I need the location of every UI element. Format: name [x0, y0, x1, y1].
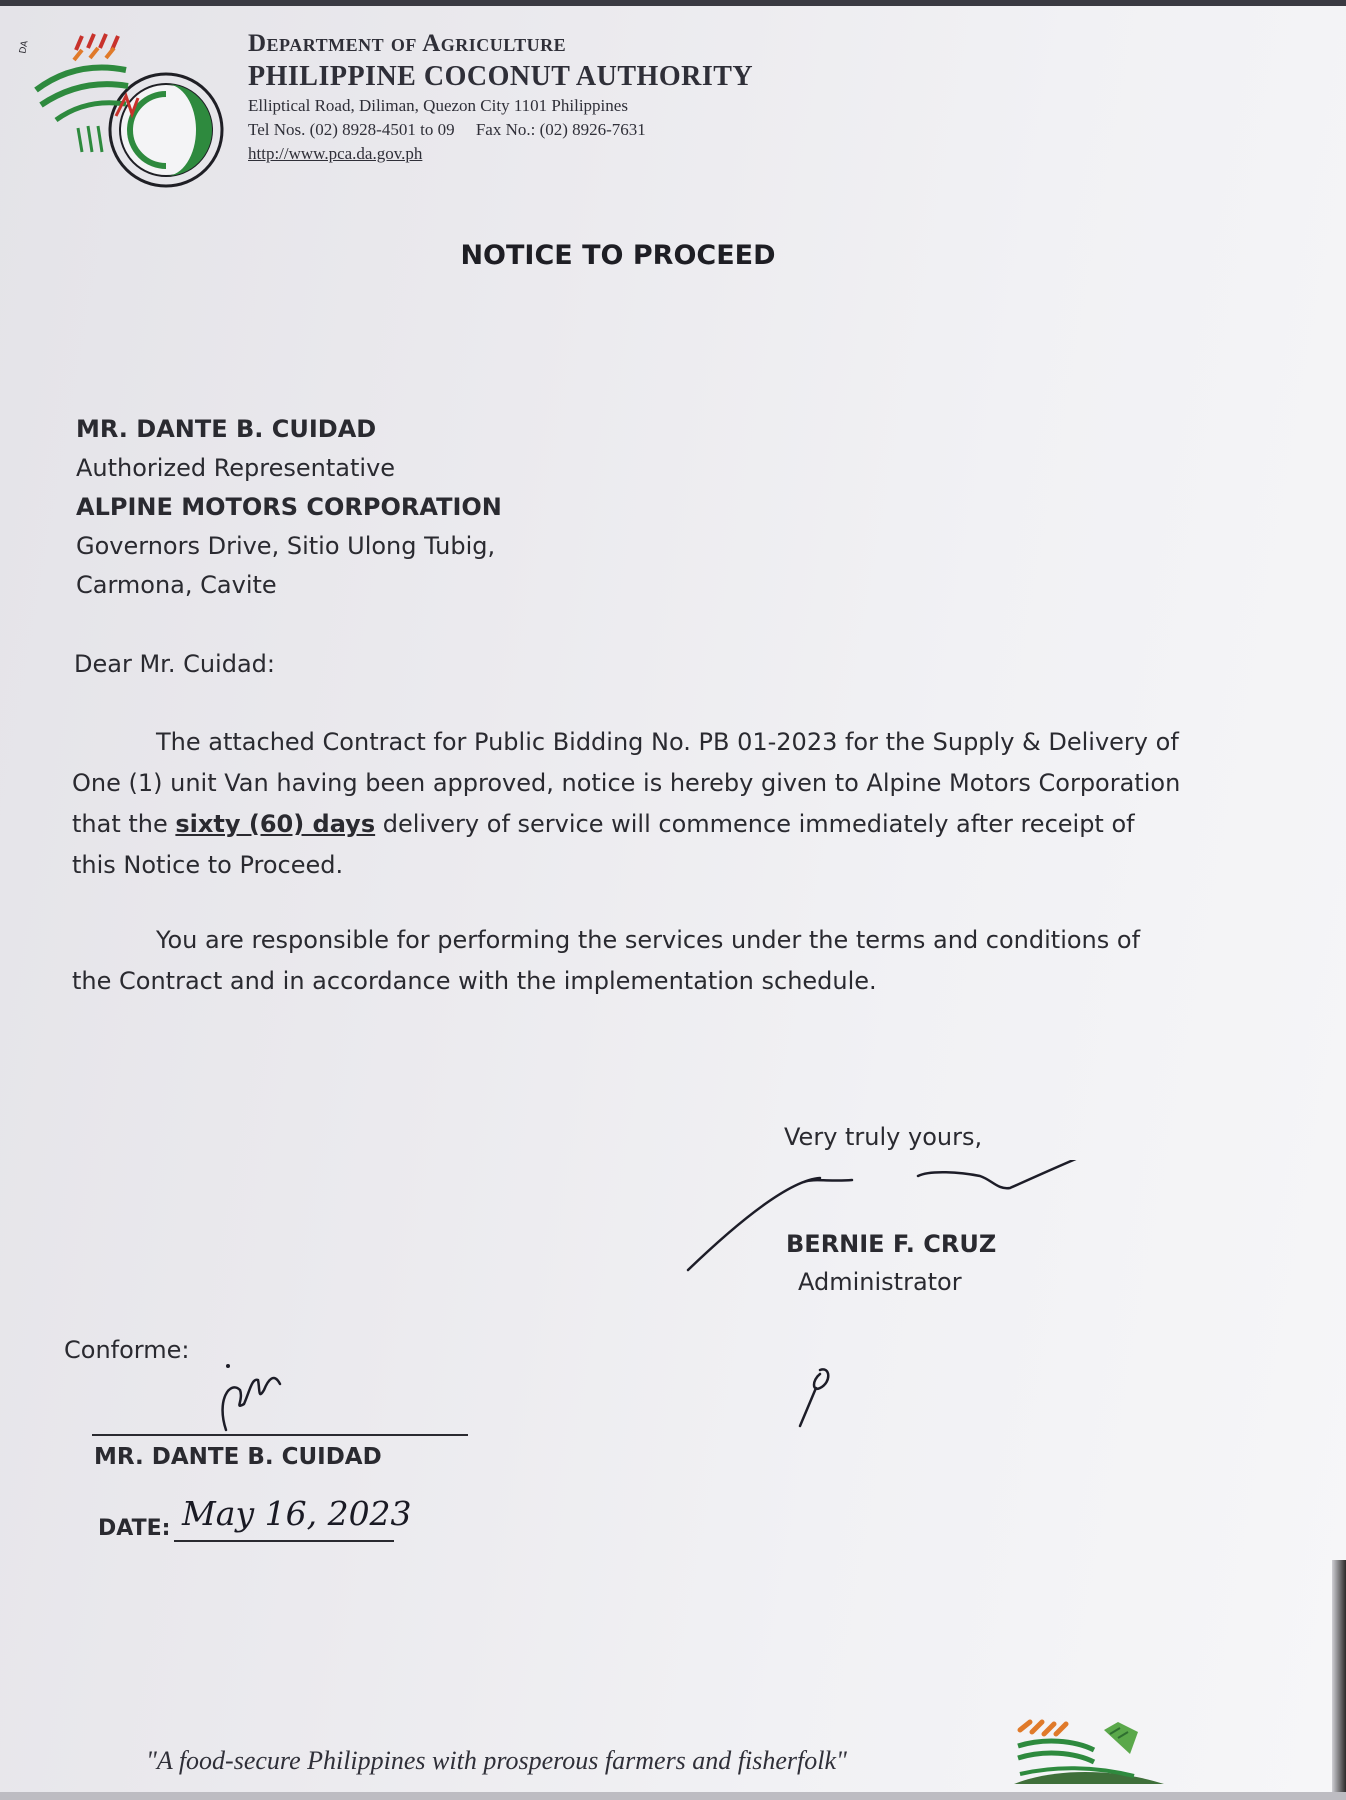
scan-top-edge: [0, 0, 1346, 6]
recipient-position: Authorized Representative: [76, 454, 396, 482]
conforme-name: MR. DANTE B. CUIDAD: [94, 1444, 382, 1470]
footer-motto: "A food-secure Philippines with prosperous farmers and fisherfolk": [146, 1746, 847, 1775]
date-line: [174, 1540, 394, 1542]
recipient-name: MR. DANTE B. CUIDAD: [76, 415, 377, 443]
agency-name: PHILIPPINE COCONUT AUTHORITY: [248, 61, 754, 92]
p2-text: You are responsible for performing the services under the terms and conditions of the Contract and in accordance with the implementation schedule.: [72, 926, 1141, 995]
salutation: Dear Mr. Cuidad:: [74, 650, 275, 678]
recipient-address-line1: Governors Drive, Sitio Ulong Tubig,: [76, 532, 496, 560]
agency-website-link[interactable]: http://www.pca.da.gov.ph: [248, 144, 423, 163]
recipient-company: ALPINE MOTORS CORPORATION: [76, 493, 502, 521]
da-pca-seal-logo: [16, 20, 238, 190]
conforme-signature-line: [92, 1434, 468, 1436]
conforme-label: Conforme:: [64, 1336, 190, 1364]
svg-text:DA: DA: [18, 39, 31, 55]
footer-agri-emblem: [1014, 1710, 1174, 1792]
recipient-address-block: [76, 410, 502, 605]
conforme-signature: [200, 1360, 300, 1440]
scan-bottom-edge: [0, 1792, 1346, 1800]
body-paragraph-2: [72, 920, 1182, 1002]
department-name: Department of Agriculture: [248, 30, 567, 57]
initial-mark: [790, 1362, 840, 1430]
administrator-signature: [680, 1160, 1100, 1280]
agency-contact: Tel Nos. (02) 8928-4501 to 09 Fax No.: (02) 8926-7631: [248, 120, 646, 139]
letterhead: [248, 28, 753, 166]
recipient-address-line2: Carmona, Cavite: [76, 571, 277, 599]
handwritten-date: May 16, 2023: [182, 1494, 412, 1533]
scan-right-edge: [1332, 1560, 1346, 1800]
body-paragraph-1: [72, 722, 1182, 886]
delivery-period-emphasis: sixty (60) days: [175, 810, 376, 838]
document-title: NOTICE TO PROCEED: [460, 240, 776, 271]
agency-address: Elliptical Road, Diliman, Quezon City 1101 Philippines: [248, 96, 628, 115]
date-label: DATE:: [98, 1516, 171, 1541]
closing-phrase: Very truly yours,: [784, 1123, 983, 1151]
p1-text-before: The attached Contract for Public Bidding No. PB 01-2023 for the Supply & Delivery of One (1) unit Van having been approved, notice is hereby given to Alpine Motors Corporation that the: [72, 728, 1181, 838]
p1-text-after: delivery of service will commence immediately after receipt of this Notice to Proceed.: [72, 810, 1135, 879]
signatory-name: BERNIE F. CRUZ: [786, 1230, 997, 1258]
signatory-title: Administrator: [798, 1268, 962, 1296]
